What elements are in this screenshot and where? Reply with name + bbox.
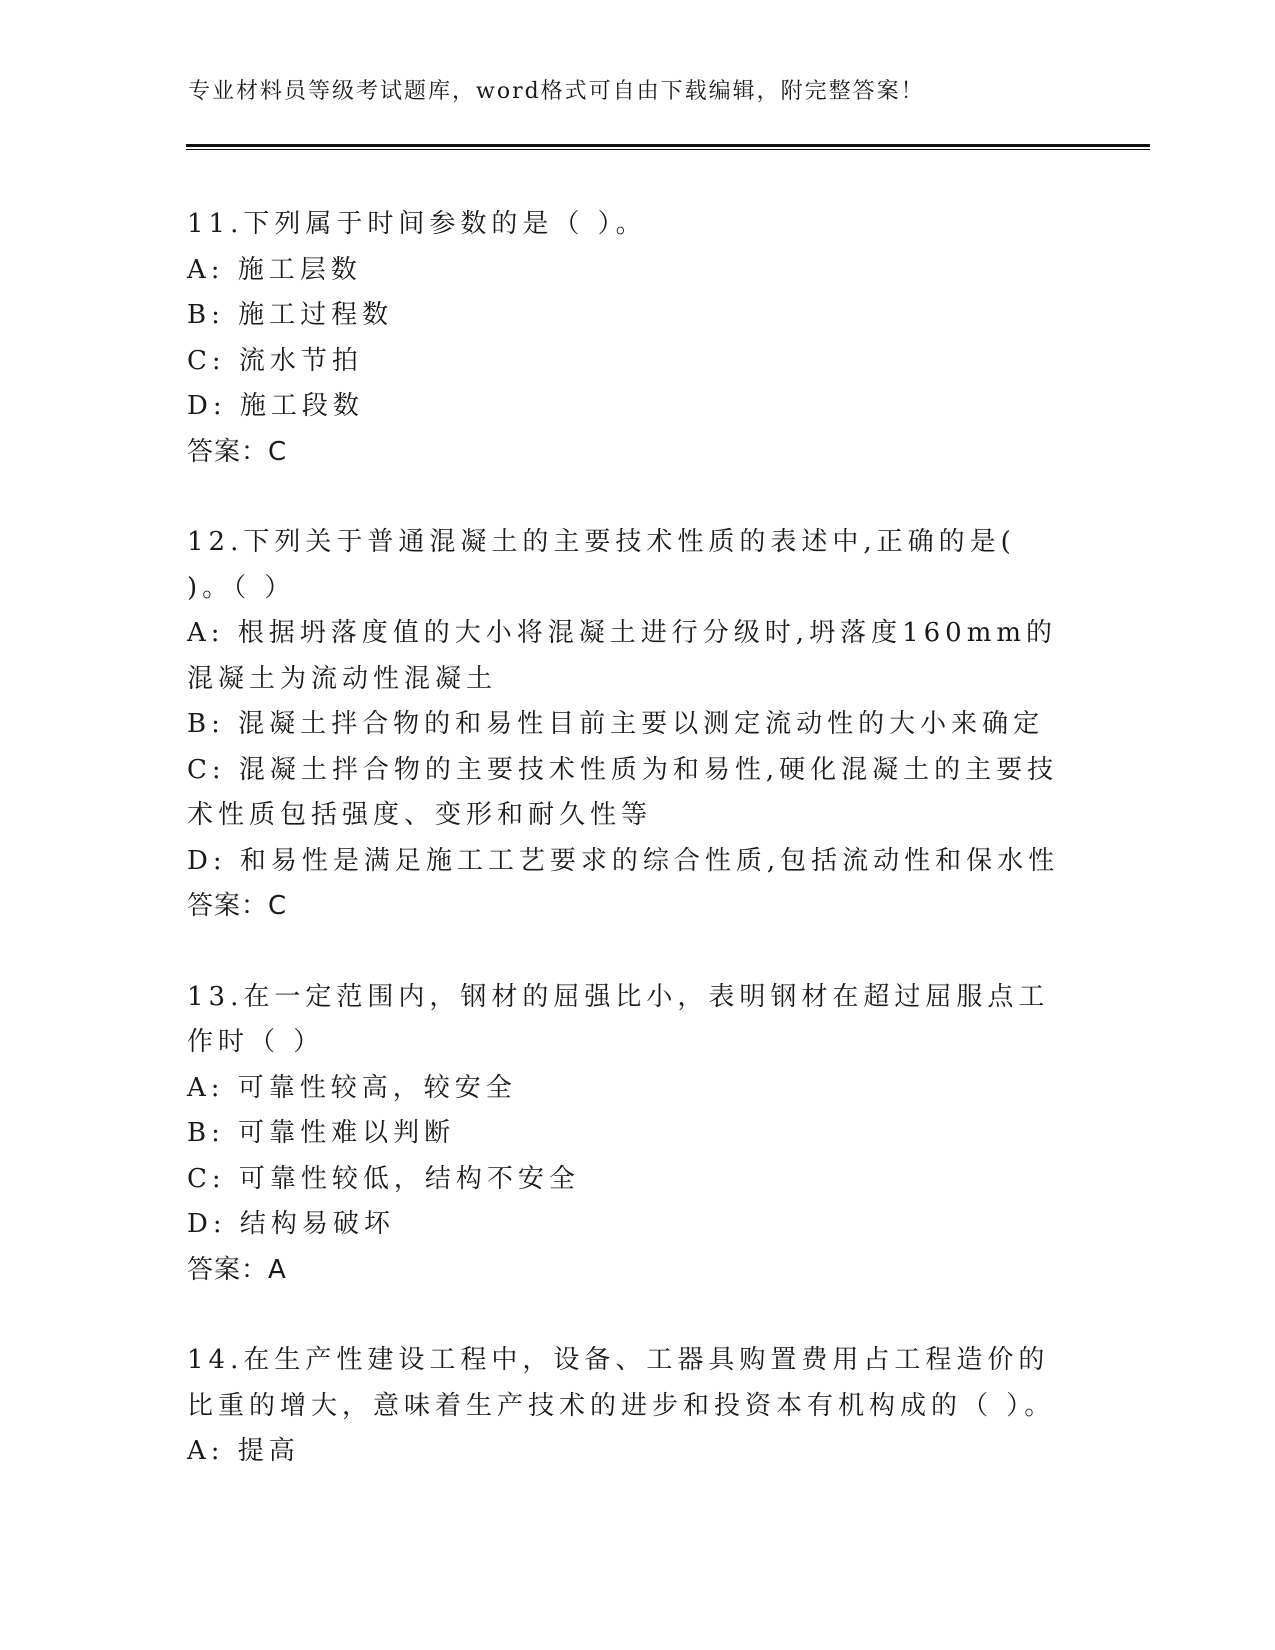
- option-d: D: 结构易破坏: [187, 1209, 395, 1239]
- answer: 答案：A: [187, 1254, 287, 1285]
- question-list: [187, 202, 1067, 1520]
- question-stem: 13.在一定范围内，钢材的屈强比小，表明钢材在超过屈服点工作时（ ）: [187, 981, 1050, 1057]
- question-14: [187, 1338, 1067, 1475]
- option-d: D: 施工段数: [187, 391, 364, 421]
- question-12: [187, 520, 1067, 930]
- option-b: B: 施工过程数: [187, 300, 394, 330]
- option-a: A: 可靠性较高，较安全: [187, 1072, 517, 1103]
- option-c: C: 流水节拍: [187, 345, 363, 376]
- answer: 答案：C: [187, 436, 288, 467]
- page-header: 专业材料员等级考试题库，word格式可自由下载编辑，附完整答案！: [188, 79, 925, 104]
- question-13: [187, 975, 1067, 1294]
- option-a: A: 施工层数: [187, 254, 362, 285]
- option-c: C: 混凝土拌合物的主要技术性质为和易性,硬化混凝土的主要技术性质包括强度、变形和耐久性等: [187, 754, 1059, 830]
- answer: 答案：C: [187, 891, 288, 921]
- option-b: B: 混凝土拌合物的和易性目前主要以测定流动性的大小来确定: [187, 709, 1045, 739]
- question-stem: 11.下列属于时间参数的是（ ）。: [187, 209, 647, 239]
- question-stem: 12.下列关于普通混凝土的主要技术性质的表述中,正确的是( )。（ ）: [187, 527, 1030, 603]
- option-a: A: 根据坍落度值的大小将混凝土进行分级时,坍落度160mm的混凝土为流动性混凝土: [187, 618, 1058, 694]
- option-d: D: 和易性是满足施工工艺要求的综合性质,包括流动性和保水性: [187, 845, 1060, 876]
- option-a: A: 提高: [187, 1436, 300, 1466]
- header-divider: [186, 144, 1150, 150]
- question-stem: 14.在生产性建设工程中，设备、工器具购置费用占工程造价的比重的增大，意味着生产技术的进步和投资本有机构成的（ ）。: [187, 1345, 1056, 1421]
- option-c: C: 可靠性较低，结构不安全: [187, 1163, 580, 1194]
- question-11: [187, 202, 1067, 475]
- option-b: B: 可靠性难以判断: [187, 1118, 456, 1148]
